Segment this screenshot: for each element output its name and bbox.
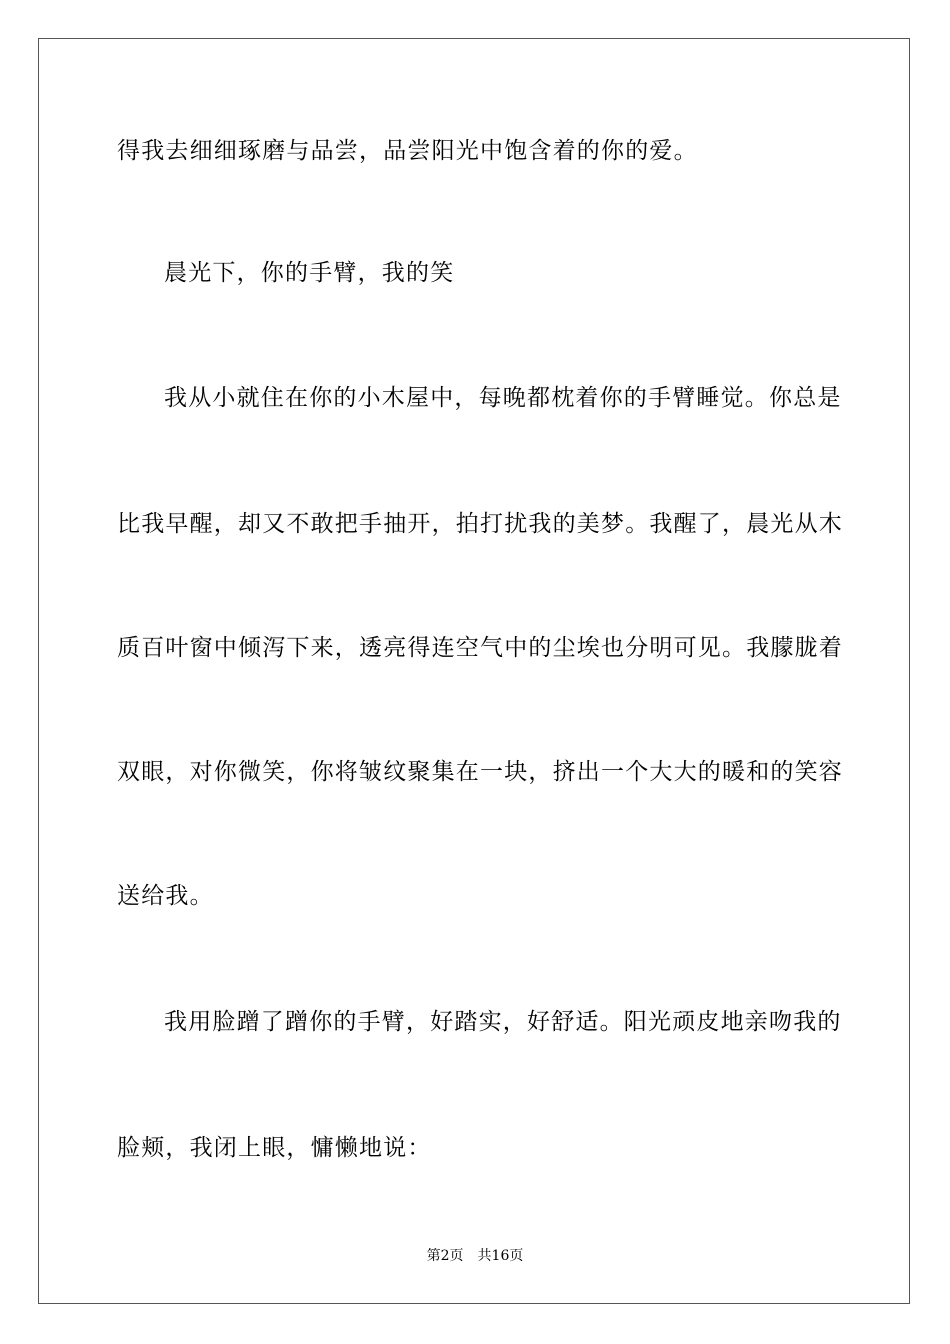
page-number: 第2页 — [426, 1248, 464, 1264]
body-line-6: 双眼，对你微笑，你将皱纹聚集在一块，挤出一个大大的暖和的笑容 — [117, 759, 843, 785]
section-heading: 晨光下，你的手臂，我的笑 — [164, 260, 455, 286]
body-line-7: 送给我。 — [117, 883, 214, 909]
body-line-9: 脸颊，我闭上眼，慵懒地说： — [117, 1135, 432, 1161]
body-line-4: 比我早醒，却又不敢把手抽开，拍打扰我的美梦。我醒了，晨光从木 — [117, 511, 843, 537]
body-line-1: 得我去细细琢磨与品尝，品尝阳光中饱含着的你的爱。 — [117, 138, 698, 164]
body-line-5: 质百叶窗中倾泻下来，透亮得连空气中的尘埃也分明可见。我朦胧着 — [117, 635, 843, 661]
page-footer — [0, 1246, 950, 1266]
page-total: 共16页 — [477, 1248, 524, 1264]
body-line-8: 我用脸蹭了蹭你的手臂，好踏实，好舒适。阳光顽皮地亲吻我的 — [164, 1009, 842, 1035]
page-border — [38, 38, 910, 1304]
body-line-3: 我从小就住在你的小木屋中，每晚都枕着你的手臂睡觉。你总是 — [164, 385, 842, 411]
